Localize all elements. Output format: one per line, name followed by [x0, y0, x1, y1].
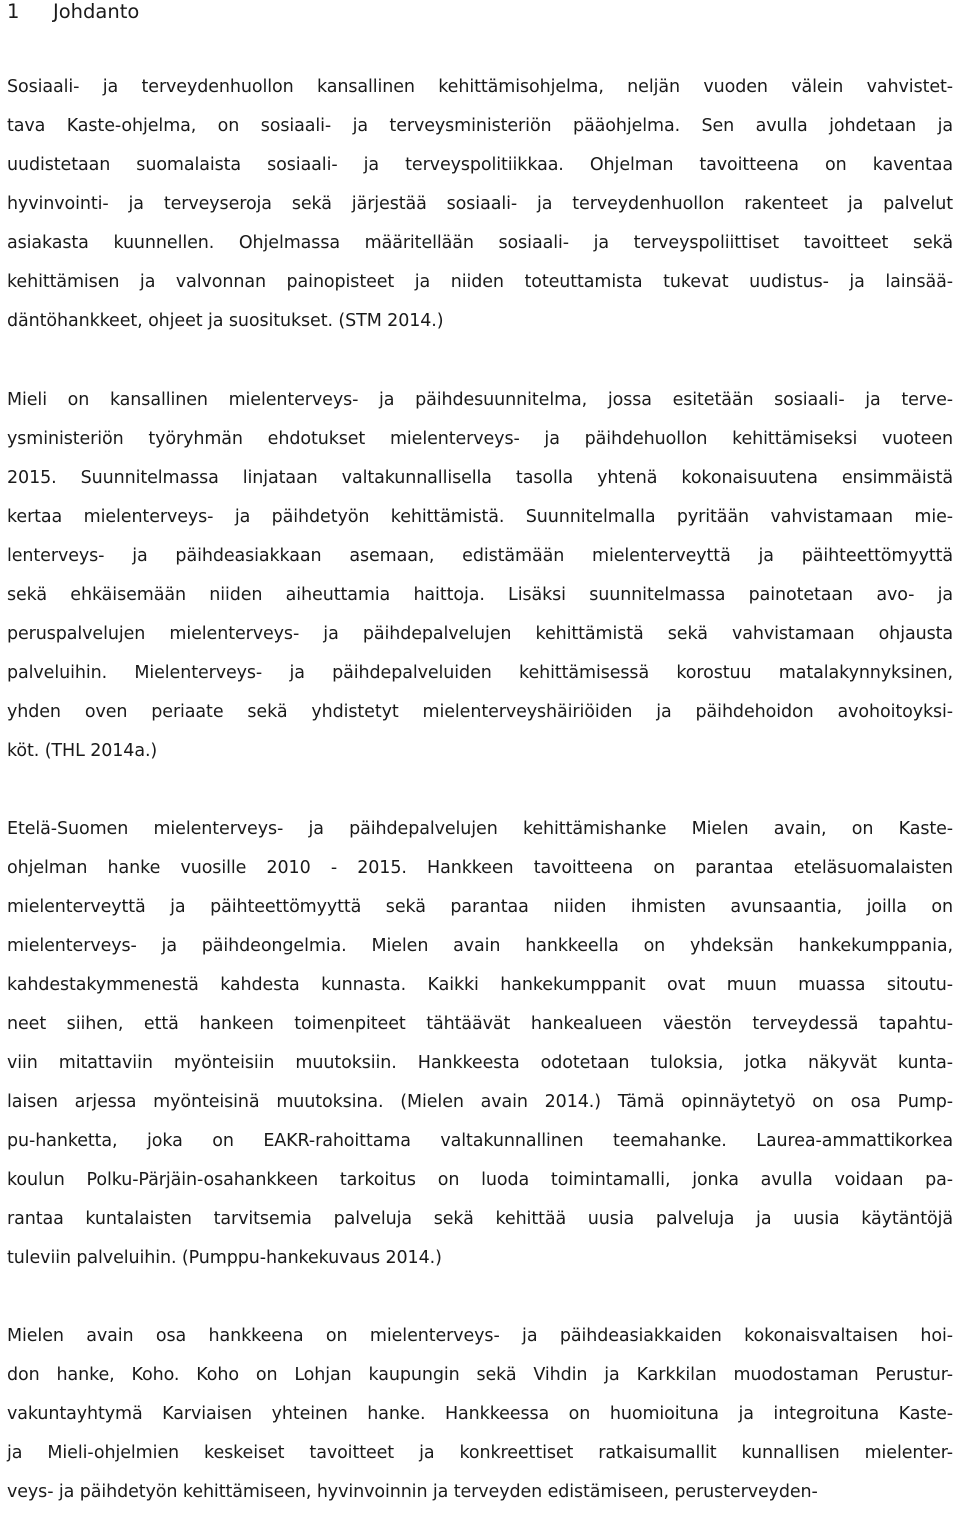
text-line: hyvinvointi- ja terveyseroja sekä järjestää sosiaali- ja terveydenhuollon rakenteet ja palvelut	[7, 194, 953, 214]
text-line: koulun Polku-Pärjäin-osahankkeen tarkoitus on luoda toimintamalli, jonka avulla voidaan pa-	[7, 1170, 953, 1190]
text-line: viin mitattaviin myönteisiin muutoksiin. Hankkeesta odotetaan tuloksia, jotka näkyvät kunta-	[7, 1053, 953, 1073]
text-line: mielenterveys- ja päihdeongelmia. Mielen avain hankkeella on yhdeksän hankekumppania,	[7, 936, 953, 956]
text-line: palveluihin. Mielenterveys- ja päihdepalveluiden kehittämisessä korostuu matalakynnyksinen,	[7, 663, 953, 683]
text-line: tava Kaste-ohjelma, on sosiaali- ja terveysministeriön pääohjelma. Sen avulla johdetaan ja	[7, 116, 953, 136]
text-line: sekä ehkäisemään niiden aiheuttamia haittoja. Lisäksi suunnitelmassa painotetaan avo- ja	[7, 585, 953, 605]
paragraph-kaste-programme	[7, 68, 953, 341]
text-line: don hanke, Koho. Koho on Lohjan kaupungin sekä Vihdin ja Karkkilan muodostaman Perustur-	[7, 1365, 953, 1385]
text-line: 2015. Suunnitelmassa linjataan valtakunnallisella tasolla yhtenä kokonaisuutena ensimmäistä	[7, 468, 953, 488]
text-line: kahdestakymmenestä kahdesta kunnasta. Kaikki hankekumppanit ovat muun muassa sitoutu-	[7, 975, 953, 995]
text-line: rantaa kuntalaisten tarvitsemia palveluja sekä kehittää uusia palveluja ja uusia käytäntöjä	[7, 1209, 953, 1229]
text-line: köt. (THL 2014a.)	[7, 741, 158, 761]
text-line: yhden oven periaate sekä yhdistetyt mielenterveyshäiriöiden ja päihdehoidon avohoitoyksi-	[7, 702, 953, 722]
text-line: asiakasta kuunnellen. Ohjelmassa määritellään sosiaali- ja terveyspoliittiset tavoitteet sekä	[7, 233, 953, 253]
section-heading	[7, 0, 953, 24]
section-number: 1	[7, 0, 20, 23]
text-line: neet siihen, että hankeen toimenpiteet tähtäävät hankealueen väestön terveydessä tapahtu-	[7, 1014, 953, 1034]
text-line: mielenterveyttä ja päihteettömyyttä sekä parantaa niiden ihmisten avunsaantia, joilla on	[7, 897, 953, 917]
text-line: Mielen avain osa hankkeena on mielenterveys- ja päihdeasiakkaiden kokonaisvaltaisen hoi-	[7, 1326, 953, 1346]
text-line: Etelä-Suomen mielenterveys- ja päihdepalvelujen kehittämishanke Mielen avain, on Kaste-	[7, 819, 953, 839]
text-line: ja Mieli-ohjelmien keskeiset tavoitteet ja konkreettiset ratkaisumallit kunnallisen mielenter-	[7, 1443, 953, 1463]
section-title: Johdanto	[53, 0, 140, 23]
text-line: vakuntayhtymä Karviaisen yhteinen hanke. Hankkeessa on huomioituna ja integroituna Kaste-	[7, 1404, 953, 1424]
text-line: uudistetaan suomalaista sosiaali- ja terveyspolitiikkaa. Ohjelman tavoitteena on kaventaa	[7, 155, 953, 175]
paragraph-koho-project	[7, 1317, 953, 1512]
text-line: laisen arjessa myönteisinä muutoksina. (Mielen avain 2014.) Tämä opinnäytetyö on osa Pump-	[7, 1092, 953, 1112]
text-line: däntöhankkeet, ohjeet ja suositukset. (STM 2014.)	[7, 311, 444, 331]
text-line: ysministeriön työryhmän ehdotukset mielenterveys- ja päihdehuollon kehittämiseksi vuoteen	[7, 429, 953, 449]
text-line: veys- ja päihdetyön kehittämiseen, hyvinvoinnin ja terveyden edistämiseen, perusterveyden-	[7, 1482, 818, 1502]
text-line: lenterveys- ja päihdeasiakkaan asemaan, edistämään mielenterveyttä ja päihteettömyyttä	[7, 546, 953, 566]
text-line: peruspalvelujen mielenterveys- ja päihdepalvelujen kehittämistä sekä vahvistamaan ohjausta	[7, 624, 953, 644]
text-line: Mieli on kansallinen mielenterveys- ja päihdesuunnitelma, jossa esitetään sosiaali- ja terve-	[7, 390, 953, 410]
paragraph-mieli-plan	[7, 381, 953, 771]
text-line: pu-hanketta, joka on EAKR-rahoittama valtakunnallinen teemahanke. Laurea-ammattikorkea	[7, 1131, 953, 1151]
text-line: kehittämisen ja valvonnan painopisteet ja niiden toteuttamista tukevat uudistus- ja lainsää-	[7, 272, 953, 292]
document-page	[7, 0, 953, 1502]
text-line: kertaa mielenterveys- ja päihdetyön kehittämistä. Suunnitelmalla pyritään vahvistamaan mie-	[7, 507, 953, 527]
text-line: tuleviin palveluihin. (Pumppu-hankekuvaus 2014.)	[7, 1248, 442, 1268]
text-line: ohjelman hanke vuosille 2010 - 2015. Hankkeen tavoitteena on parantaa eteläsuomalaisten	[7, 858, 953, 878]
text-line: Sosiaali- ja terveydenhuollon kansallinen kehittämisohjelma, neljän vuoden välein vahvistet-	[7, 77, 953, 97]
paragraph-mielen-avain-project	[7, 810, 953, 1278]
